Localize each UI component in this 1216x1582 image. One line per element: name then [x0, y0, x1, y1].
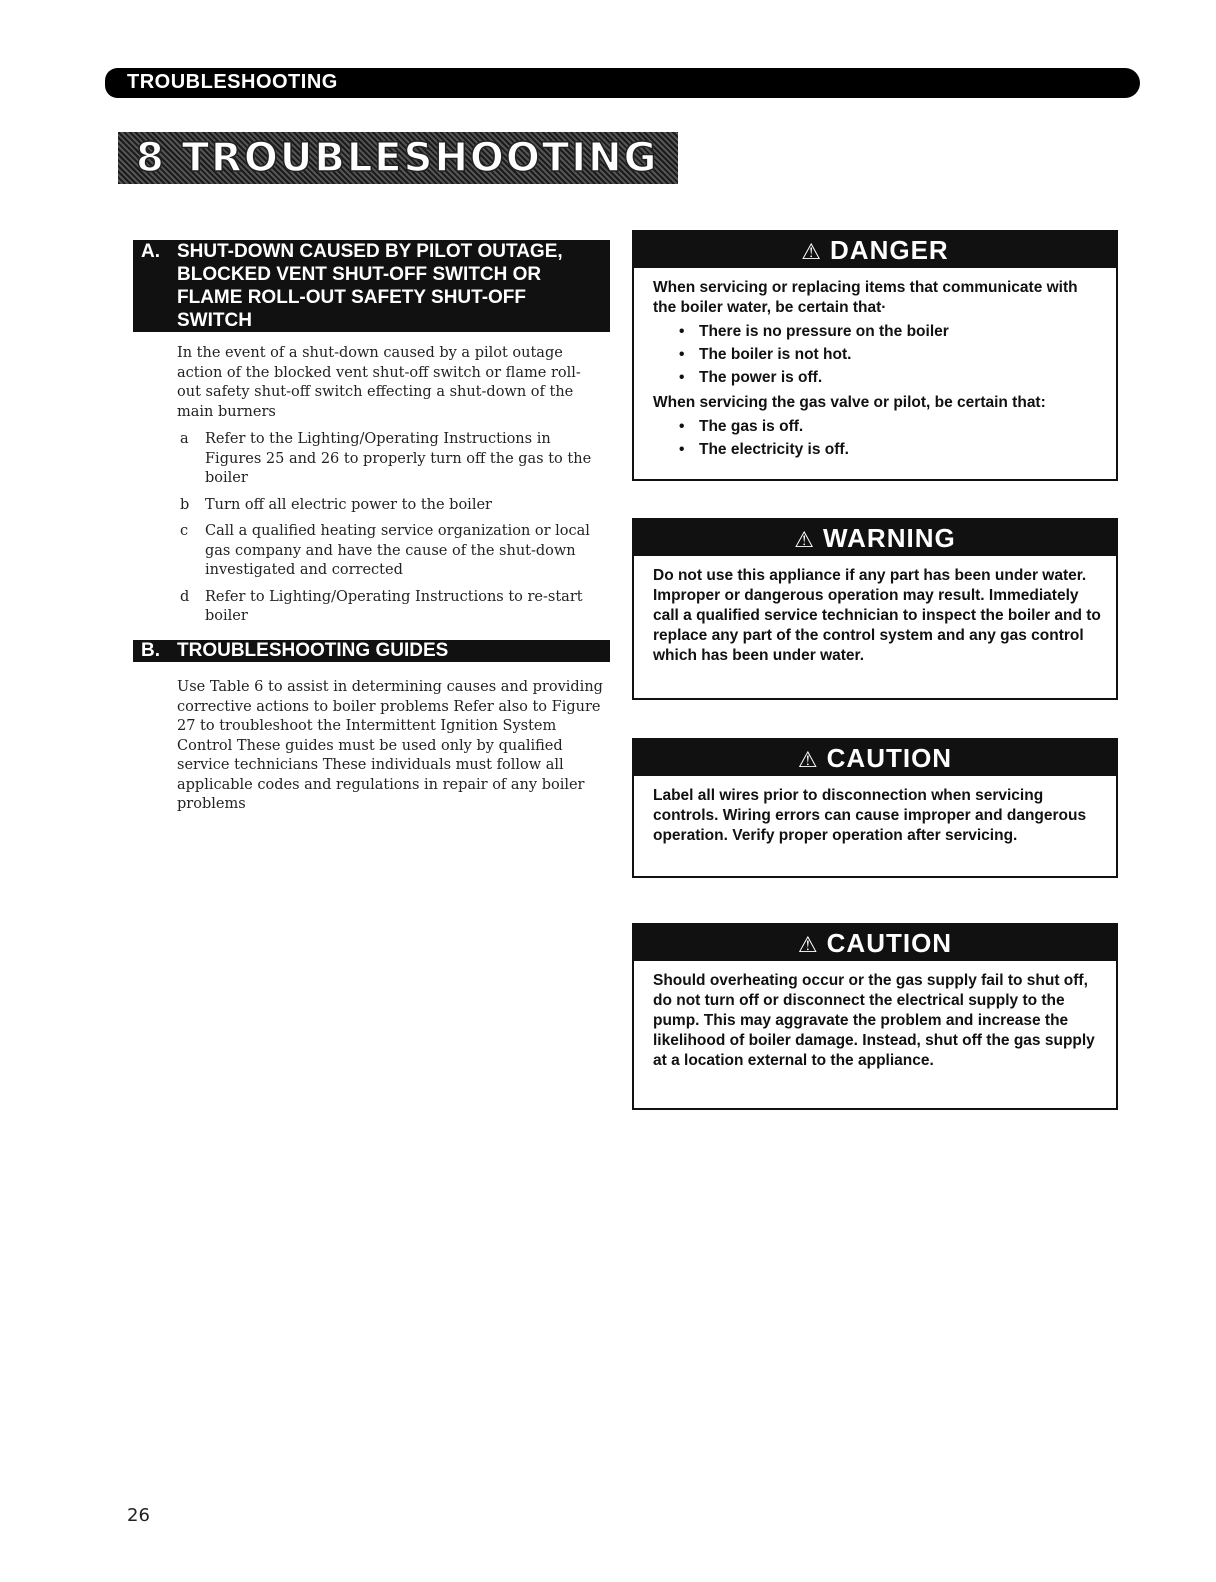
list-item: [177, 522, 607, 581]
caution-title-1: CAUTION: [826, 743, 953, 773]
warning-triangle-icon: ⚠: [797, 933, 819, 958]
list-item: [177, 430, 607, 489]
chapter-title: 8 TROUBLESHOOTING: [118, 132, 678, 184]
list-item: • The electricity is off.: [653, 438, 1102, 461]
warning-triangle-icon: ⚠: [801, 240, 823, 265]
step-text: Call a qualified heating service organization or local gas company and have the cause of the shut-down investigated and corrected: [205, 523, 590, 578]
caution-heading-1: [634, 740, 1116, 776]
section-b-text: Use Table 6 to assist in determining causes and providing corrective actions to boiler problems Refer also to Figure 27 to troubleshoot the Intermittent Ignition System Control These guides must be used only by qualified service technicians These individuals must follow all applicable codes and regulations in repair of any boiler problems: [177, 679, 603, 812]
caution-box-1: [632, 738, 1118, 878]
caution-text-2: Should overheating occur or the gas supply fail to shut off, do not turn off or disconnect the electrical supply to the pump. This may aggravate the problem and increase the likelihood of boiler damage. Instead, shut off the gas supply at a location external to the appliance.: [653, 972, 1095, 1069]
section-b-heading: [133, 640, 610, 662]
danger-heading: [634, 232, 1116, 268]
section-a-letter: A.: [141, 241, 160, 262]
step-marker: d: [180, 588, 190, 605]
danger-list-1: [653, 320, 1102, 389]
list-item: • The power is off.: [653, 366, 1102, 389]
section-a-steps: [177, 430, 607, 634]
list-item: • There is no pressure on the boiler: [653, 320, 1102, 343]
section-a-intro: In the event of a shut-down caused by a pilot outage action of the blocked vent shut-off switch or flame roll-out safety shut-off switch effecting a shut-down of the main burners: [177, 345, 581, 420]
step-marker: c: [180, 523, 189, 539]
step-marker: b: [180, 496, 190, 513]
list-item: • The gas is off.: [653, 415, 1102, 438]
header-title: TROUBLESHOOTING: [127, 71, 338, 93]
step-text: Refer to the Lighting/Operating Instructions in Figures 25 and 26 to properly turn off the gas to the boiler: [205, 431, 592, 486]
warning-text: Do not use this appliance if any part has been under water. Improper or dangerous operation may result. Immediately call a qualified service technician to inspect the boiler and to replace any part of the control system and any gas control which has been under water.: [653, 567, 1101, 664]
step-marker: a: [180, 431, 189, 447]
danger-list-2: [653, 415, 1102, 461]
caution-box-2: [632, 923, 1118, 1110]
danger-body: [634, 268, 1116, 477]
danger-intro-2: When servicing the gas valve or pilot, be certain that:: [653, 394, 1046, 411]
list-item: [177, 496, 607, 516]
section-a-heading: [133, 240, 610, 332]
warning-triangle-icon: ⚠: [797, 748, 819, 773]
caution-title-2: CAUTION: [826, 928, 953, 958]
warning-title: WARNING: [823, 523, 956, 553]
warning-box: [632, 518, 1118, 700]
warning-triangle-icon: ⚠: [794, 528, 816, 553]
page-number: 26: [127, 1505, 150, 1526]
caution-heading-2: [634, 925, 1116, 961]
danger-title: DANGER: [830, 235, 949, 265]
danger-box: [632, 230, 1118, 481]
step-text: Turn off all electric power to the boiler: [205, 496, 492, 513]
header-bar: [105, 68, 1140, 98]
warning-heading: [634, 520, 1116, 556]
danger-intro: When servicing or replacing items that communicate with the boiler water, be certain that·: [653, 279, 1078, 316]
list-item: • The boiler is not hot.: [653, 343, 1102, 366]
section-b-letter: B.: [141, 640, 160, 661]
section-b-title: TROUBLESHOOTING GUIDES: [177, 640, 449, 661]
caution-text-1: Label all wires prior to disconnection when servicing controls. Wiring errors can cause improper and dangerous operation. Verify proper operation after servicing.: [653, 787, 1087, 844]
list-item: [177, 588, 607, 627]
section-a-title: SHUT-DOWN CAUSED BY PILOT OUTAGE, BLOCKED VENT SHUT-OFF SWITCH OR FLAME ROLL-OUT SAFETY SHUT-OFF SWITCH: [177, 241, 563, 331]
step-text: Refer to Lighting/Operating Instructions to re-start boiler: [205, 588, 583, 624]
